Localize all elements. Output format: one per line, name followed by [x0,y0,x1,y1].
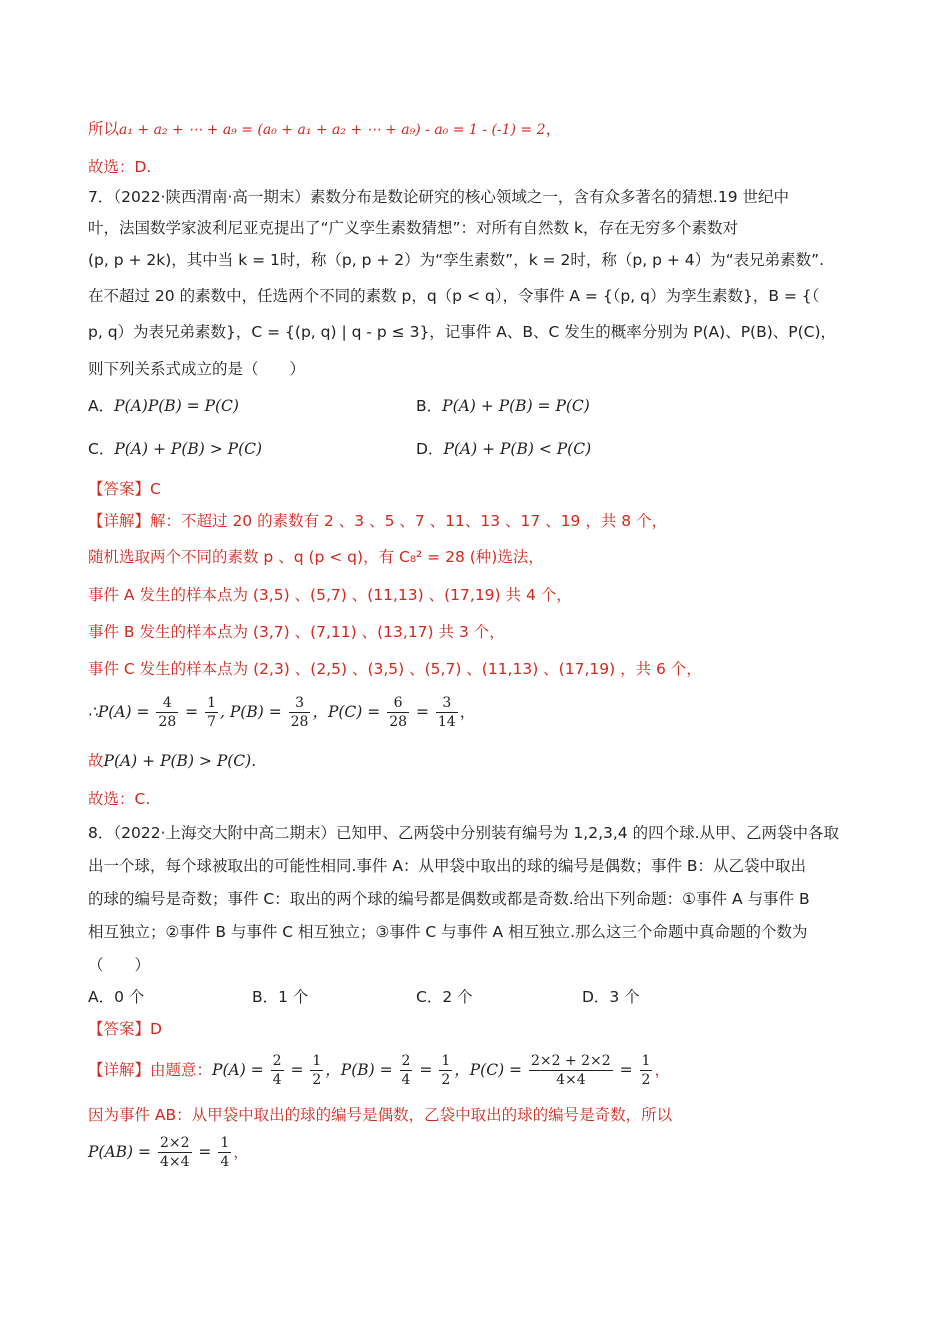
q7-detail-line-1 [88,510,667,532]
q7-stem-line-5: p, q）为表兄弟素数}，C = {(p, q) | q - p ≤ 3}，记事件 A、B、C 发生的概率分别为 P(A)、P(B)、P(C)， [88,323,837,341]
q8-stem-line-1: 8．（2022·上海交大附中高二期末）已知甲、乙两袋中分别装有编号为 1,2,3,4 的四个球.从甲、乙两袋中各取 [88,824,839,842]
q8-stem-line-4: 相互独立；②事件 B 与事件 C 相互独立；③事件 C 与事件 A 相互独立.那么这三个命题中真命题的个数为 [88,923,808,941]
numerator: 1 [220,1135,230,1151]
fraction [271,1052,284,1089]
q7-detail-line-7 [88,750,256,772]
math-text: ，P(C) = [454,1061,527,1079]
fraction [156,694,178,731]
q7-stem-line-2: 叶，法国数学家波利尼亚克提出了“广义孪生素数猜想”：对所有自然数 k，存在无穷多个素数对 [88,219,738,237]
math-text: ∴P(A) = [88,703,155,721]
option-label: A． [88,397,115,415]
denominator: 2 [441,1072,451,1088]
q7-option-a [88,395,239,417]
denominator: 4×4 [556,1072,586,1088]
numerator: 2 [401,1053,411,1069]
numerator: 2×2 + 2×2 [530,1053,611,1069]
denominator: 4 [401,1072,411,1088]
denominator: 28 [158,714,177,730]
numerator: 2×2 [159,1135,190,1151]
fraction [310,1052,323,1089]
fraction [218,1134,231,1171]
denominator: 14 [437,714,456,730]
q8-detail-pab [88,1132,249,1172]
q8-answer: 【答案】D [88,1020,162,1038]
prev-choice: 故选：D. [88,158,152,176]
q7-detail-line-4: 事件 B 发生的样本点为 (3,7) 、(7,11) 、(13,17) 共 3 个， [88,623,505,641]
text: 所以 [88,120,120,138]
q8-option-c: C．2 个 [416,988,473,1006]
numerator: 1 [641,1053,651,1069]
option-label: B． [416,397,443,415]
q7-option-d [416,438,591,460]
math-text: P(AB) = [88,1143,156,1161]
denominator: 2 [641,1072,651,1088]
detail-tag: 【详解】 [88,512,151,530]
denominator: 4 [272,1072,282,1088]
q8-stem-line-5: （ ） [88,956,151,974]
option-label: D． [416,440,444,458]
q7-final-choice: 故选：C. [88,790,151,808]
math-expression: a₁ + a₂ + ⋯ + a₉ = (a₀ + a₁ + a₂ + ⋯ + a₉) - a₀ = 1 - (-1) = 2 [119,122,546,138]
numerator: 1 [207,695,217,711]
fraction [289,694,311,731]
q8-detail-line-2: 因为事件 AB：从甲袋中取出的球的编号是偶数，乙袋中取出的球的编号是奇数，所以 [88,1106,673,1124]
option-text: P(A) + P(B) < P(C) [443,440,592,458]
fraction [436,694,458,731]
denominator: 28 [389,714,408,730]
q8-option-a: A．0 个 [88,988,145,1006]
text: 解：不超过 20 的素数有 2 、3 、5 、7 、11、13 、17 、19 ，共 8 个， [150,512,668,530]
q8-option-d: D．3 个 [582,988,640,1006]
math-text: , P(B) = [220,703,287,721]
denominator: 4 [220,1154,230,1170]
text: ， [545,120,562,138]
q7-detail-line-5: 事件 C 发生的样本点为 (2,3) 、(2,5) 、(3,5) 、(5,7) 、(11,13) 、(17,19) ，共 6 个， [88,660,702,678]
math-text: = [614,1061,638,1079]
q7-detail-probabilities [88,692,475,732]
denominator: 2 [312,1072,322,1088]
numerator: 4 [156,694,178,713]
text: ， [459,703,476,721]
q7-detail-line-3: 事件 A 发生的样本点为 (3,5) 、(5,7) 、(11,13) 、(17,19) 共 4 个， [88,586,572,604]
math-text: = [180,703,204,721]
math-text: P(A) = [212,1061,269,1079]
q7-option-b [416,395,590,417]
math-text: = [285,1061,309,1079]
q7-stem-line-3: (p, p + 2k)，其中当 k = 1时，称（p, p + 2）为“孪生素数”，k = 2时，称（p, p + 4）为“表兄弟素数”. [88,251,825,269]
q8-stem-line-2: 出一个球，每个球被取出的可能性相同.事件 A：从甲袋中取出的球的编号是偶数；事件 B：从乙袋中取出 [88,857,807,875]
fraction [640,1052,653,1089]
fraction [439,1052,452,1089]
math-text: ，P(B) = [325,1061,398,1079]
numerator: 2 [272,1053,282,1069]
numerator: 6 [387,694,409,713]
text: ， [654,1061,670,1079]
q8-option-b: B．1 个 [252,988,309,1006]
q7-option-c [88,438,262,460]
q7-stem-line-6: 则下列关系式成立的是（ ） [88,360,306,378]
detail-tag: 【详解】 [88,1061,151,1079]
prev-solution-line [88,118,561,141]
q8-stem-line-3: 的球的编号是奇数；事件 C：取出的两个球的编号都是偶数或都是奇数.给出下列命题：①事件 A 与事件 B [88,890,810,908]
text: 由题意： [150,1061,213,1079]
numerator: 1 [441,1053,451,1069]
q7-stem-line-1: 7．（2022·陕西渭南·高一期末）素数分布是数论研究的核心领域之一，含有众多著名的猜想.19 世纪中 [88,188,789,206]
option-text: P(A)P(B) = P(C) [114,397,239,415]
q8-detail-line-1 [88,1050,670,1090]
option-label: C． [88,440,115,458]
denominator: 7 [207,714,217,730]
q7-detail-line-2: 随机选取两个不同的素数 p 、q (p < q)，有 C₈² = 28 (种)选法， [88,548,544,566]
fraction [529,1052,613,1089]
math-expression: P(A) + P(B) > P(C). [103,752,257,770]
fraction [205,694,218,731]
denominator: 4×4 [159,1154,190,1170]
option-text: P(A) + P(B) = P(C) [442,397,590,415]
math-text: = [411,703,434,721]
numerator: 1 [312,1053,322,1069]
fraction [158,1134,192,1171]
fraction [387,694,409,731]
fraction [400,1052,413,1089]
math-text: = [193,1143,217,1161]
math-text: = [414,1061,438,1079]
text: ， [233,1143,249,1161]
q7-stem-line-4: 在不超过 20 的素数中，任选两个不同的素数 p，q（p < q），令事件 A = {（p, q）为孪生素数}，B = {（ [88,287,820,305]
math-text: ，P(C) = [312,703,386,721]
text: 故 [88,752,104,770]
numerator: 3 [289,694,311,713]
option-text: P(A) + P(B) > P(C) [114,440,263,458]
q7-answer: 【答案】C [88,480,161,498]
denominator: 28 [290,714,309,730]
numerator: 3 [436,694,458,713]
